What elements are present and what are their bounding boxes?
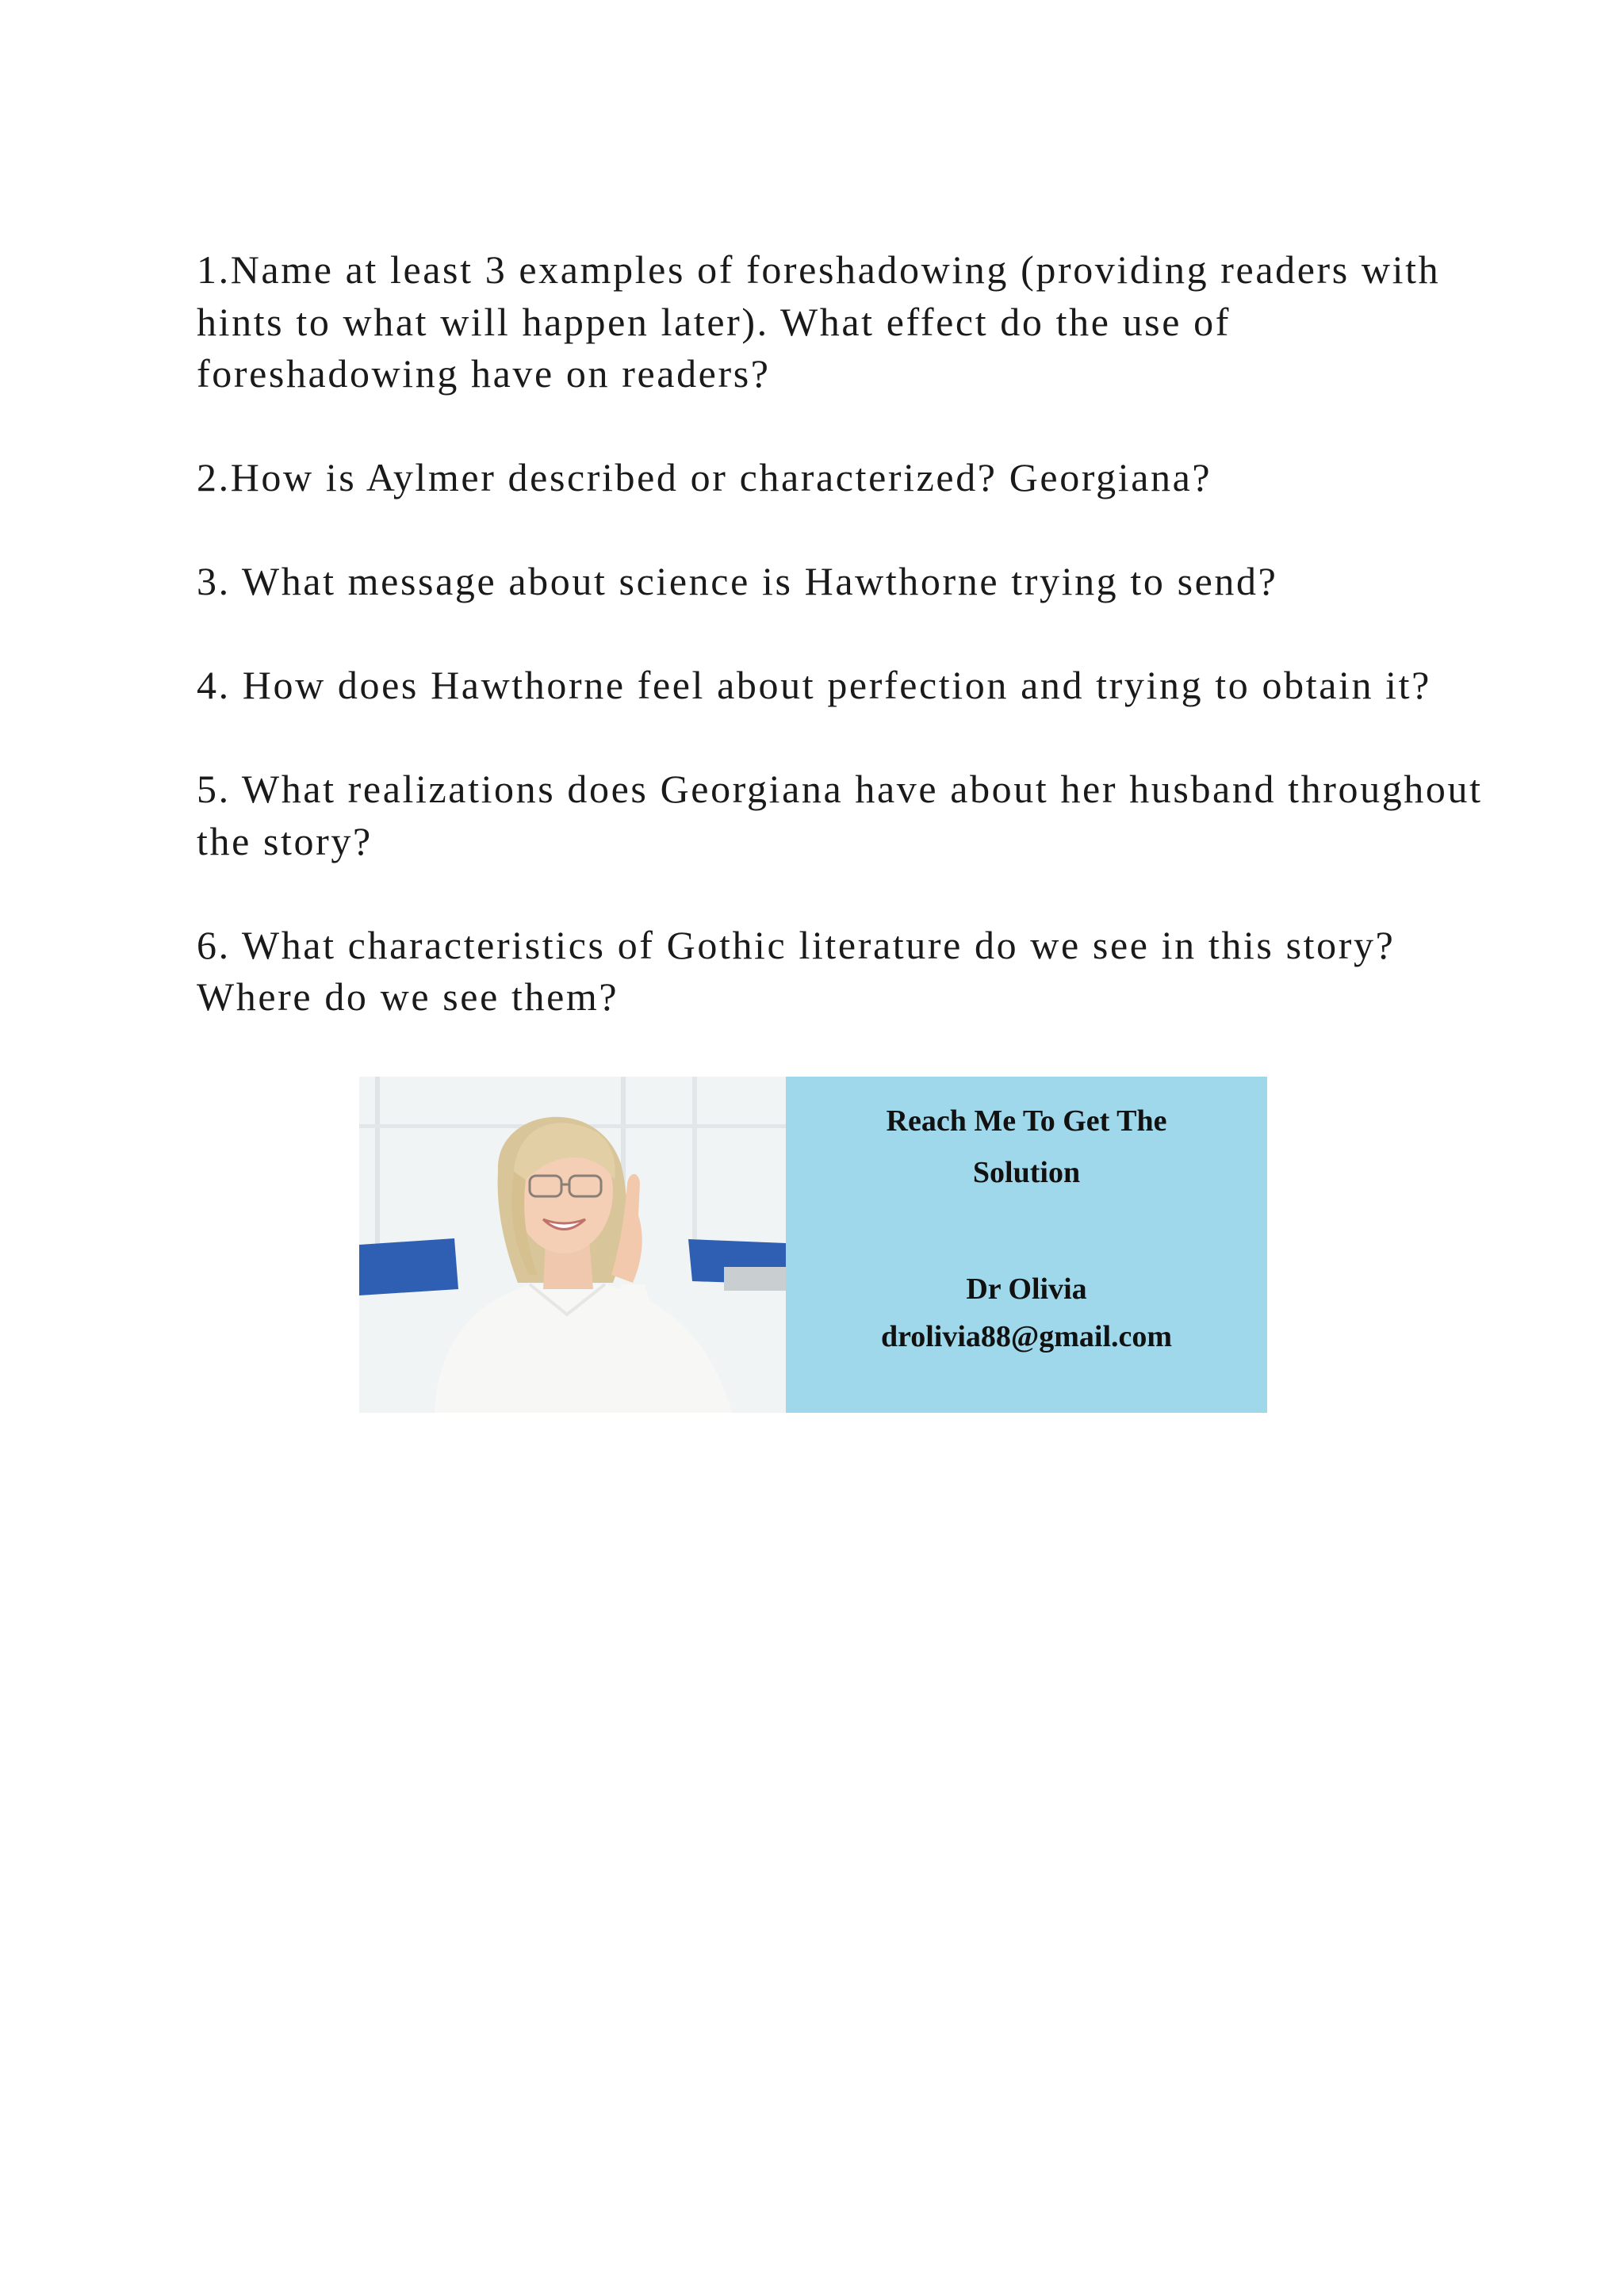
question-list — [197, 244, 1497, 1024]
cta-line-1: Reach Me To Get The — [886, 1104, 1167, 1138]
question-4: 4. How does Hawthorne feel about perfection and trying to obtain it? — [197, 663, 1431, 707]
woman-photo-illustration — [359, 1077, 786, 1413]
woman-photo — [359, 1077, 786, 1413]
cta-line-2: Solution — [972, 1156, 1081, 1189]
contact-name: Dr Olivia — [966, 1272, 1087, 1306]
question-3: 3. What message about science is Hawthorne trying to send? — [197, 559, 1278, 603]
contact-panel — [786, 1077, 1267, 1413]
question-1: 1.Name at least 3 examples of foreshadowing (providing readers with hints to what will happen later). What effect do the use of foreshadowing have on readers? — [197, 247, 1441, 396]
question-2: 2.How is Aylmer described or characterized? Georgiana? — [197, 455, 1212, 499]
question-6: 6. What characteristics of Gothic literature do we see in this story? Where do we see them? — [197, 922, 1396, 1019]
contact-email: drolivia88@gmail.com — [880, 1320, 1173, 1353]
question-5: 5. What realizations does Georgiana have about her husband throughout the story? — [197, 767, 1483, 863]
contact-banner — [359, 1077, 1267, 1413]
